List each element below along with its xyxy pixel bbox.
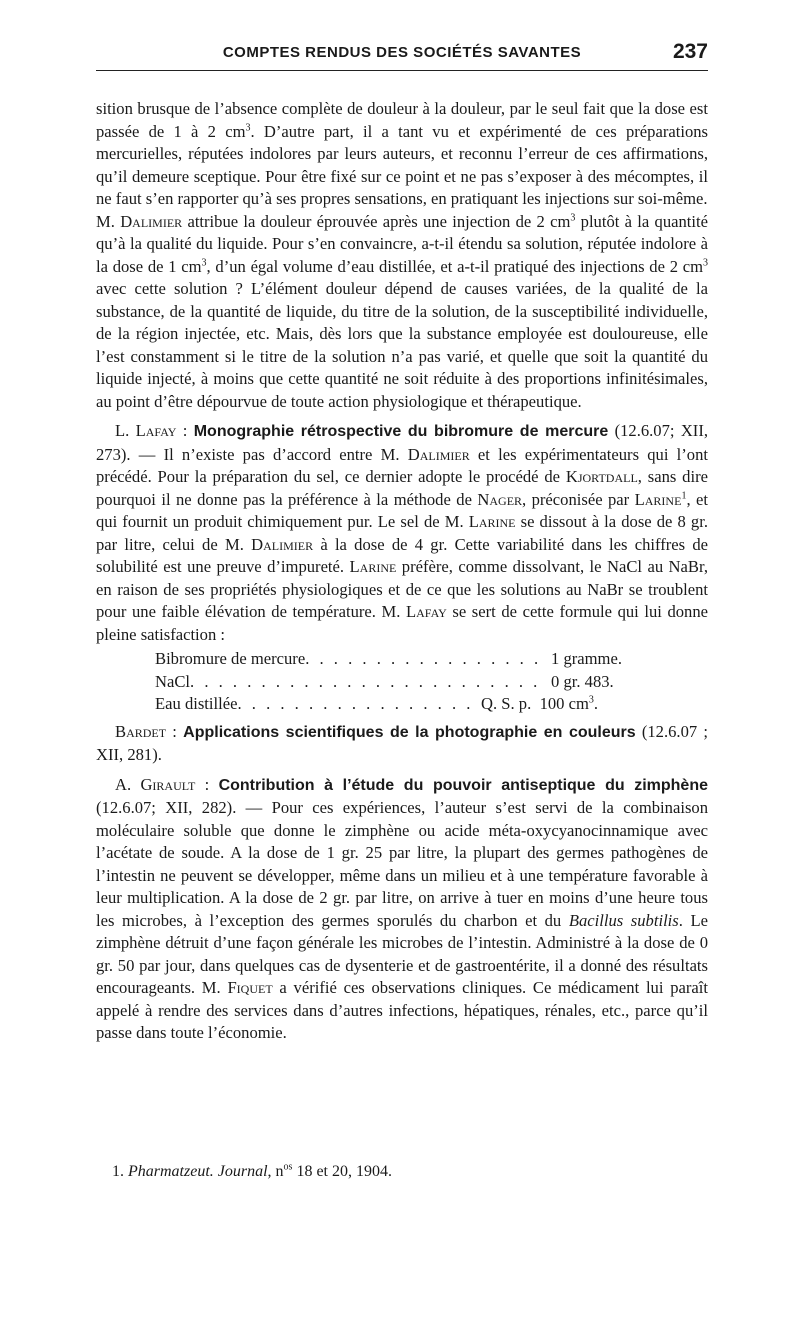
superscript: 3	[588, 694, 594, 706]
text-run: sition brusque de l’absence complète de douleur à la douleur, par le seul fait que la dose est passée de 1 à 2 cm	[96, 99, 708, 141]
dot-leader	[305, 648, 541, 671]
text-run: 18 et 20, 1904.	[292, 1163, 392, 1180]
entry-title: Monographie rétrospective du bibromure de mercure	[193, 423, 609, 440]
text-run: se dissout à la dose de 8 gr. par litre, celui de M.	[96, 512, 708, 554]
text-run: :	[195, 774, 219, 794]
running-title: COMPTES RENDUS DES SOCIÉTÉS SAVANTES	[222, 44, 582, 61]
text-run: . D’autre part, il a tant vu et expérimenté de ces préparations mercurielles, réputées indolores par leurs auteurs, et reconnu l’erreur de ces affirmations, qu’il demeure sceptique. Pour être fixé sur ce point et ne pas s’exposer à des mécomptes, il ne faut s’en rapporter qu’à ses propres sensations, en pratiquant les injections sur soi-même.	[96, 121, 708, 208]
text-run: a vérifié ces observations cliniques. Ce médicament lui paraît appelé à rendre des services dans d’autres infections, hépatiques, rénales, etc., parce qu’il passe dans toute l’économie.	[96, 978, 708, 1042]
superscript: 3	[245, 121, 251, 133]
author-name: Larine	[634, 489, 682, 509]
text-run: , d’un égal volume d’eau distillée, et a-t-il pratiqué des injections de 2 cm	[206, 256, 703, 276]
text-run: , n	[267, 1163, 284, 1180]
author-name: Kjortdall	[565, 467, 638, 486]
formula-quantity: 0 gr. 483.	[551, 671, 614, 691]
formula-quantity: 1 gramme.	[551, 649, 622, 668]
entry-bardet	[96, 721, 708, 767]
formula-table	[96, 648, 708, 716]
text-run: plutôt à la quantité qu’à la qualité du liquide. Pour s’en convaincre, a-t-il étendu sa solution, réputée indolore à la dose de 1 cm	[96, 211, 708, 276]
text-run: :	[166, 721, 184, 741]
text-run: .	[593, 694, 599, 713]
text-run: et les expérimentateurs qui l’ont précédé. Pour la préparation du sel, ce dernier adopte le procédé de	[96, 444, 708, 486]
author-name: Girault	[140, 774, 196, 794]
formula-row	[96, 648, 708, 671]
text-run: à la dose de 4 gr. Cette variabilité dans les chiffres de solubilité est une preuve d’impureté.	[96, 534, 708, 576]
body-text	[96, 98, 708, 1045]
journal-name: Pharmatzeut. Journal	[128, 1163, 268, 1180]
text-run: préfère, comme dissolvant, le NaCl au NaBr, en raison de ses propriétés physiologiques et de ce que les solutions au NaBr se troublent pour une faible élévation de température. M.	[96, 557, 708, 621]
page-number: 237	[672, 40, 708, 63]
formula-ingredient: NaCl	[155, 671, 191, 691]
footnote-number: 1.	[112, 1163, 128, 1180]
text-run: (12.6.07 ; XII, 281).	[96, 721, 708, 764]
dot-leader	[190, 671, 541, 694]
author-name: Dalimier	[251, 534, 314, 554]
entry-title: Contribution à l’étude du pouvoir antiseptique du zimphène	[218, 776, 709, 794]
text-run: :	[176, 421, 194, 440]
author-name: Larine	[349, 557, 397, 576]
superscript: 3	[570, 211, 576, 223]
text-run: A.	[115, 774, 141, 794]
formula-ingredient: Eau distillée	[155, 694, 238, 713]
dot-leader	[237, 693, 481, 716]
text-run: , préconisée par	[522, 489, 635, 509]
author-name: Larine	[468, 512, 516, 531]
species-name: Bacillus subtilis	[568, 910, 679, 930]
text-run: , sans dire pourquoi il ne donne pas la préférence à la méthode de	[96, 467, 708, 509]
text-run: attribue la douleur éprouvée après une injection de 2 cm	[182, 211, 571, 231]
author-name: Nager	[477, 489, 523, 509]
superscript: 3	[703, 256, 708, 268]
text-run: se sert de cette formule qui lui donne pleine satisfaction :	[96, 602, 709, 644]
text-run: L.	[115, 421, 136, 440]
paragraph-continuation	[96, 98, 708, 211]
formula-row	[96, 693, 708, 716]
footnote-marker: 1	[681, 489, 687, 501]
author-name: Bardet	[115, 721, 167, 741]
text-run: . Le zimphène détruit d’une façon générale les microbes de l’intestin. Administré à la dose de 0 gr. 50 par jour, dans quelques cas de dysenterie et de gastroentérite, il a donné des résultats encourageants. M.	[96, 910, 708, 997]
text-run: avec cette solution ? L’élément douleur dépend de causes variées, de la qualité de la substance, de la quantité de liquide, du titre de la solution, de la susceptibilité individuelle, de la région injectée, etc. Mais, dès lors que la substance employée est douloureuse, elle l’est constamment si le titre de la solution n’a pas varié, et quelle que soit la quantité du liquide injecté, à moins que cette quantité ne soit réduite à des proportions infinitésimales, au point d’être dépourvue de toute action physiologique et thérapeutique.	[96, 279, 708, 411]
formula-quantity	[481, 693, 641, 716]
entry-girault	[96, 774, 708, 1045]
entry-title: Applications scientifiques de la photographie en couleurs	[183, 723, 636, 741]
text-run: , et qui fournit un produit chimiquement pur. Le sel de M.	[96, 489, 708, 531]
author-name: Dalimier	[120, 211, 183, 231]
formula-ingredient: Bibromure de mercure	[155, 649, 306, 668]
author-name: Dalimier	[407, 444, 470, 464]
author-name: Fiquet	[227, 978, 273, 997]
page-header	[96, 40, 708, 71]
entry-lafay	[96, 420, 708, 646]
text-run: (12.6.07; XII, 273). — Il n’existe pas d’accord entre M.	[96, 421, 709, 464]
text-run: M.	[96, 211, 121, 231]
formula-amount: 100 cm	[539, 694, 589, 713]
author-name: Lafay	[135, 421, 177, 440]
formula-row	[96, 671, 708, 694]
formula-qs: Q. S. p.	[481, 694, 532, 713]
superscript: 3	[201, 256, 207, 268]
author-name: Lafay	[405, 602, 447, 621]
text-run: (12.6.07; XII, 282). — Pour ces expériences, l’auteur s’est servi de la combinaison moléculaire soluble que donne le zimphène ou acide méta-oxycyanocinnamique avec l’acétate de soude. A la dose de 1 gr. 25 par litre, la plupart des germes pathogènes de l’intestin ne peuvent se développer, même dans un milieu et à une température favorable à leur multiplication. A la dose de 2 gr. par litre, on arrive à tuer en moins d’une heure tous les microbes, à l’exception des germes sporulés du charbon et du	[96, 798, 708, 930]
superscript: os	[283, 1161, 293, 1173]
footnote	[112, 1163, 712, 1181]
paragraph-dalimier	[96, 211, 708, 414]
